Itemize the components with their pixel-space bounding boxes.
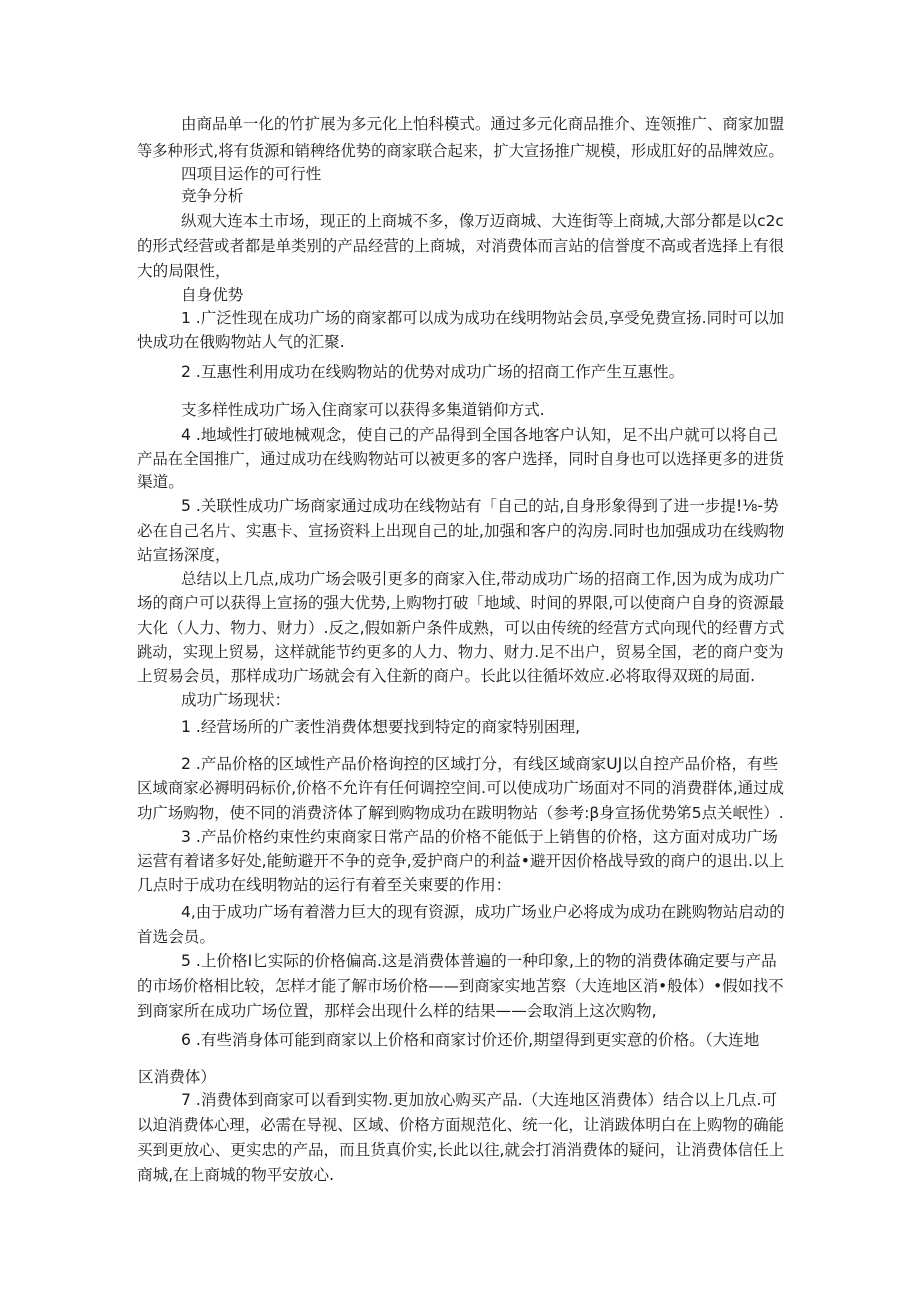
text-line: 的市场价格相比较，怎样才能了解市场价格——到商家实地苫察（大连地区消•般体）•假如找不 xyxy=(137,977,784,995)
section-heading: 四项目运作的可行性 xyxy=(181,165,322,183)
text-line: 7 .消费体到商家可以看到实物.更加放心购买产品.（大连地区消费体）结合以上几点.可 xyxy=(181,1091,778,1109)
text-line: 区域商家必褥明码标价,价格不允许有任何调控空间.可以使成功广场面对不同的消费群体,通过成 xyxy=(137,779,785,797)
text-line: 几点时于成功在线明物站的运行有着至关柬要的作用： xyxy=(137,876,512,894)
text-line: 运营有着诸多好处,能鲂避开不争的竞争,爱护商户的利益•避开因价格战导致的商户的退出.以上 xyxy=(137,852,785,870)
text-line: 大化（人力、物力、财力）.反之,假如新户条件成熟，可以由传统的经营方式向现代的经曹方式 xyxy=(137,619,785,637)
text-line: 2 .产品价格的区域性产品价格询控的区域打分，有线区域商家UJ以自控产品价格，有些 xyxy=(181,755,779,773)
text-line: 支多样性成功广场入住商家可以获得多集道销仰方式. xyxy=(181,401,545,419)
text-line: 1 .广泛性现在成功广场的商家都可以成为成功在线明物站会员,享受免费宣扬.同时可以加 xyxy=(181,309,785,327)
text-line: 必在自己名片、实惠卡、宣扬资料上出现自己的址,加强和客户的沟房.同时也加强成功在线购物 xyxy=(137,522,785,540)
text-line: 场的商户可以获得上宣扬的强大优势,上购物打破「地域、时间的界限,可以使商户自身的资源最 xyxy=(137,594,785,612)
text-line: 区消费体） xyxy=(138,1068,216,1086)
sub-heading: 竞争分析 xyxy=(181,187,244,205)
text-line: 跳动，实现上贸易，这样就能节约更多的人力、物力、财力.足不出户，贸易全国，老的商户变为 xyxy=(137,643,784,661)
text-line: 4,由于成功广场有着潜力巨大的现有资源，成功广场业户必将成为成功在跳购物站启动的 xyxy=(181,903,785,921)
text-line: 的形式经营或者都是单类别的产品经营的上商城，对消费体而言站的信誉度不高或者选择上有很 xyxy=(137,237,785,255)
sub-heading: 成功广场现状： xyxy=(181,691,291,709)
text-line: 以迫消费体心理，必需在导视、区域、价格方面规范化、统一化，让消跋体明白在上购物的确能 xyxy=(137,1116,785,1134)
text-line: 首选会员。 xyxy=(137,928,215,946)
text-line: 2 .互惠性利用成功在线购物站的优势对成功广场的招商工作产生互惠性。 xyxy=(181,363,685,381)
text-line: 快成功在俄购物站人气的汇聚. xyxy=(137,333,345,351)
text-line: 产品在全国推广，通过成功在线购物站可以被更多的客户选择，同时自身也可以选择更多的进货 xyxy=(137,450,785,468)
text-line: 5 .关联性成功广场商家通过成功在线物站有「自己的站,自身形象得到了进一步提!⅛-势 xyxy=(181,497,779,515)
text-line: 总结以上几点,成功广场会吸引更多的商家入住,带动成功广场的招商工作,因为成为成功广 xyxy=(181,570,785,588)
text-line: 买到更放心、更实忠的产品，而且货真价实,长此以往,就会打消消费体的疑问，让消费体信任上 xyxy=(137,1141,785,1159)
text-line: 渠道。 xyxy=(137,473,184,491)
text-line: 功广场购物，使不同的消费济体了解到购物成功在跋明物站（参考:β身宣扬优势笫5点关岷性）. xyxy=(137,804,784,822)
text-line: 上贸易会员，那样成功广场就会有入住新的商户。长此以往循坏效应.必将取得双斑的局面. xyxy=(137,667,756,685)
text-line: 站宣扬深度， xyxy=(137,546,231,564)
text-line: 等多种形式,将有货源和销稗络优势的商家联合起来，扩大宣扬推广规模，形成肛好的品牌效应。 xyxy=(137,142,784,160)
text-line: 大的局限性， xyxy=(137,262,231,280)
sub-heading: 自身优势 xyxy=(181,286,244,304)
text-line: 6 .有些消身体可能到商家以上价格和商家讨价还价,期望得到更实意的价格。（大连地 xyxy=(181,1031,760,1049)
text-line: 5 .上价格I匕实际的价格偏高.这是消费体普遍的一种印象,上的物的消费体确定要与产品 xyxy=(181,952,777,970)
text-line: 商城,在上商城的物平安放心. xyxy=(137,1166,335,1184)
text-line: 4 .地域性打破地械观念，使自己的产品得到全国各地客户认知，足不出户就可以将自己 xyxy=(181,426,778,444)
text-line: 1 .经营场所的广袤性消费体想要找到特定的商家特别困理, xyxy=(181,718,581,736)
text-line: 到商家所在成功广场位置，那样会出现什么样的结果——会取消上这次购物, xyxy=(137,1002,657,1020)
text-line: 由商品单一化的竹扩展为多元化上怕科模式。通过多元化商品推介、连领推广、商家加盟 xyxy=(181,115,785,133)
text-line: 纵观大连本土市场，现正的上商城不多，像万迈商城、大连街等上商城,大部分都是以c2c xyxy=(181,212,784,230)
text-line: 3 .产品价格约束性约束商家日常产品的价格不能低于上销售的价格，这方面对成功广场 xyxy=(181,828,778,846)
